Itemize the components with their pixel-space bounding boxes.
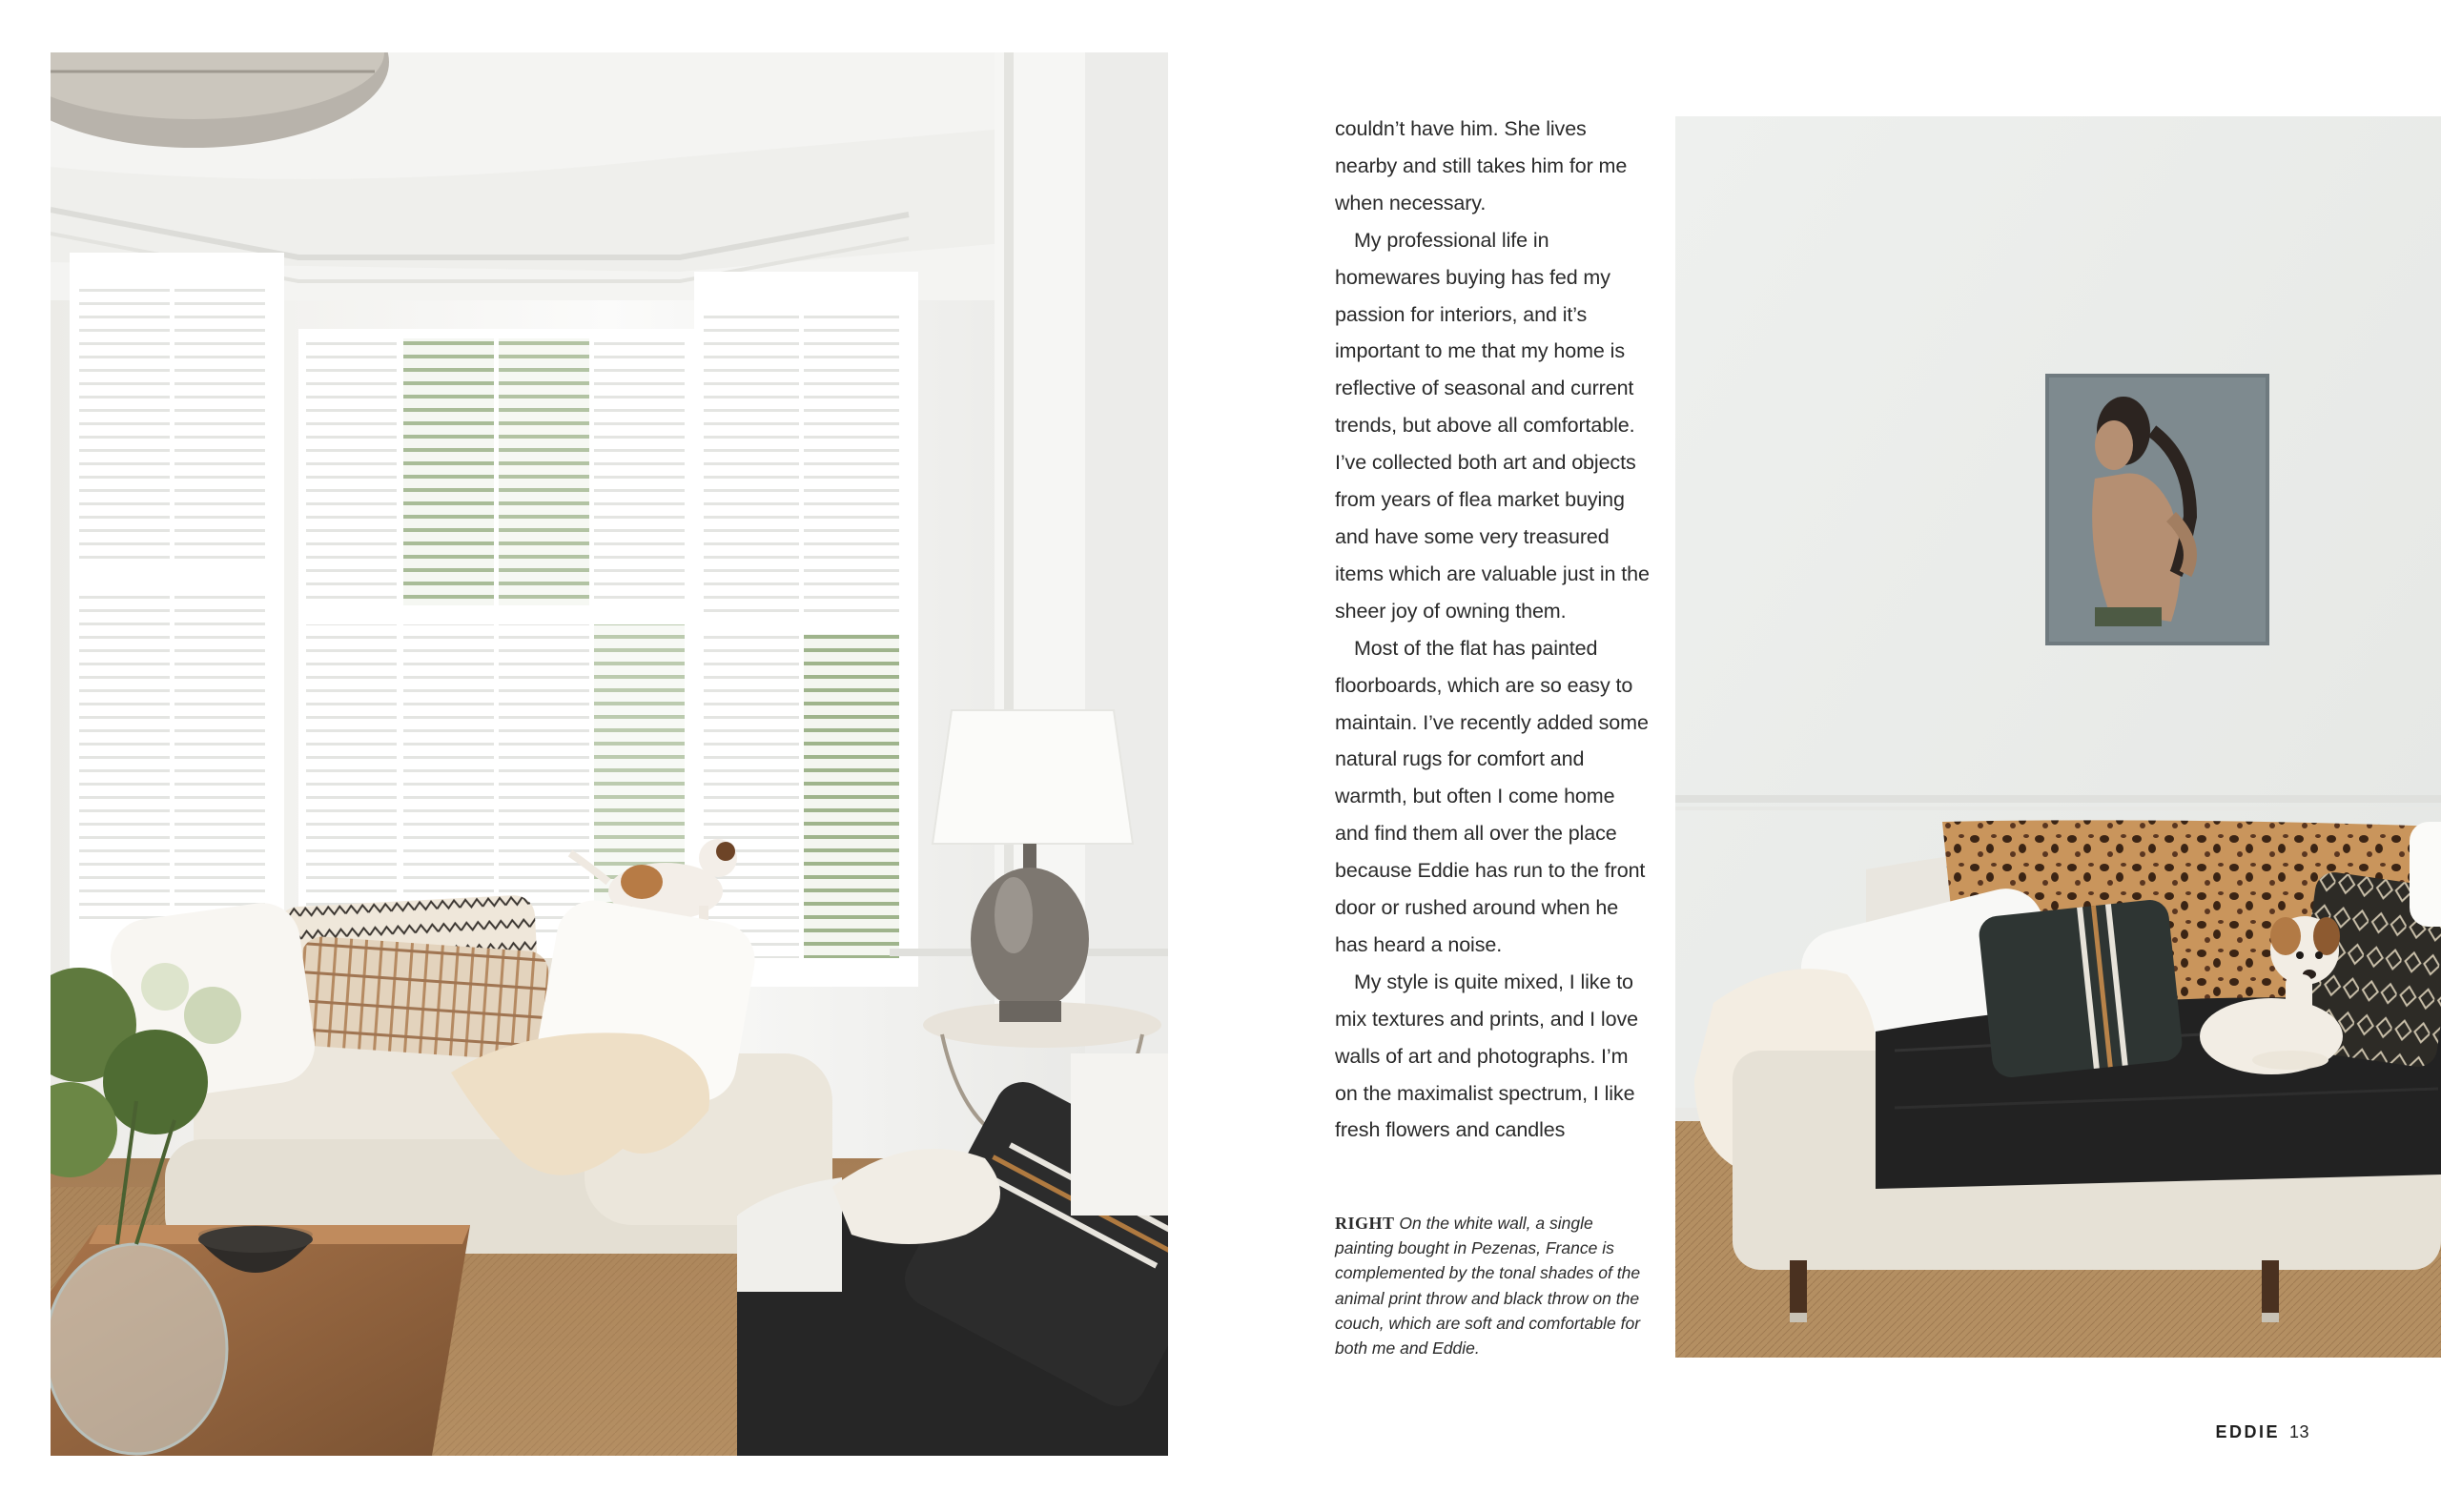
paragraph-4: My style is quite mixed, I like to mix textures and prints, and I love walls of art and photographs. I’m on the maximalist spectrum, I like fresh flowers and candles bbox=[1335, 970, 1638, 1142]
living-room-photo bbox=[51, 52, 1168, 1456]
paragraph-2: My professional life in homewares buying has fed my passion for interiors, and it’s important to me that my home is reflective of seasonal and current trends, but above all comfortable. I’ve collected both art and objects from years of flea market buying and have some very treasured items which are valuable just in the sheer joy of owning them. bbox=[1335, 228, 1650, 623]
page-number: 13 bbox=[2288, 1422, 2309, 1441]
living-room-illustration bbox=[51, 52, 1168, 1456]
running-title: EDDIE bbox=[2215, 1422, 2280, 1441]
paragraph-1: couldn’t have him. She lives nearby and still takes him for me when necessary. bbox=[1335, 117, 1628, 215]
page-folio bbox=[2215, 1422, 2309, 1445]
body-text-column bbox=[1335, 111, 1650, 1149]
caption-text: On the white wall, a single painting bought in Pezenas, France is complemented by the tonal shades of the animal print throw and black throw on the couch, which are soft and comfortable for both me and Eddie. bbox=[1335, 1214, 1641, 1359]
sofa-with-dog-photo bbox=[1675, 116, 2441, 1358]
striped-cushion bbox=[1978, 898, 2185, 1079]
portrait-painting bbox=[2045, 374, 2269, 645]
photo-caption bbox=[1335, 1211, 1655, 1360]
caption-label: RIGHT bbox=[1335, 1214, 1395, 1233]
paragraph-3: Most of the flat has painted floorboards, which are so easy to maintain. I’ve recently added some natural rugs for comfort and warmth, but often I come home and find them all over the place because Eddie has run to the front door or rushed around when he has heard a noise. bbox=[1335, 636, 1649, 956]
sofa-with-dog-illustration bbox=[1675, 116, 2441, 1358]
